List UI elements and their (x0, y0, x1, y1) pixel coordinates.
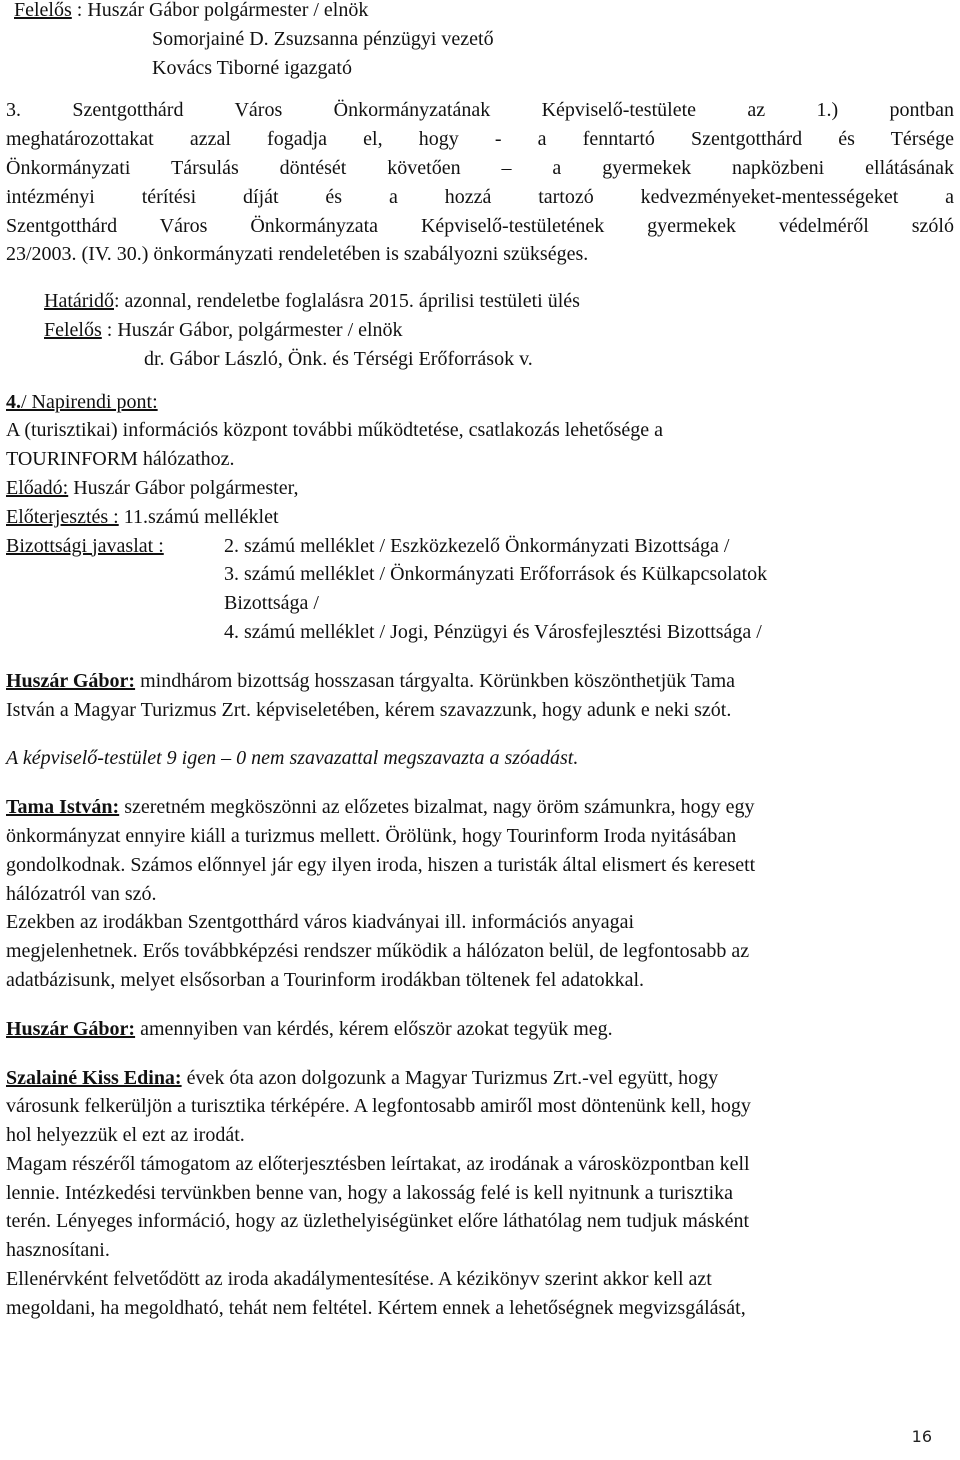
speaker-name: Huszár Gábor: (6, 1017, 136, 1040)
deadline-label: Határidő (44, 290, 114, 313)
committee-item-cont: Bizottsága / (224, 592, 319, 615)
responsible-line-3: Kovács Tiborné igazgató (152, 56, 352, 79)
committee-label: Bizottsági javaslat : (6, 534, 164, 557)
speech-huszar-1: Huszár Gábor: mindhárom bizottság hosszasan tárgyalta. Körünkben köszönthetjük Tama István a Magyar Turizmus Zrt. képviseletében, kérem szavazzunk, hogy adunk e neki szót. (6, 669, 736, 721)
item-3-line: Szentgotthárd Város Önkormányzata Képviselő-testületének gyermekek védelméről szóló (6, 214, 954, 237)
responsible-label-2: Felelős (44, 318, 102, 341)
item-3-line: 23/2003. (IV. 30.) önkormányzati rendeletében is szabályozni szükséges. (6, 243, 589, 266)
item-3-line: meghatározottakat azzal fogadja el, hogy - a fenntartó Szentgotthárd és Térsége (6, 128, 954, 151)
item-3-line: 3. Szentgotthárd Város Önkormányzatának Képviselő-testülete az 1.) pontban (6, 99, 954, 122)
responsible-text-3: dr. Gábor László, Önk. és Térségi Erőforrások v. (144, 347, 533, 370)
agenda-item-4 (6, 388, 954, 647)
presenter-label: Előadó: (6, 476, 69, 499)
committee-item: 3. számú melléklet / Önkormányzati Erőforrások és Külkapcsolatok (224, 563, 768, 586)
speaker-name: Huszár Gábor: (6, 669, 136, 692)
responsible-block: Felelős : Huszár Gábor polgármester / elnök Somorjainé D. Zsuzsanna pénzügyi vezető Kovács Tiborné igazgató (6, 0, 954, 82)
deadline-block (6, 287, 954, 373)
agenda-title-cont: TOURINFORM hálózathoz. (6, 448, 235, 471)
speaker-name: Szalainé Kiss Edina: (6, 1066, 182, 1089)
item-3-line: Önkormányzati Társulás döntését követően – a gyermekek napközbeni ellátásának (6, 156, 954, 179)
item-3-paragraph (6, 96, 954, 269)
responsible-line-1: Huszár Gábor polgármester / elnök (87, 0, 369, 21)
responsible-text-2: : Huszár Gábor, polgármester / elnök (101, 318, 403, 341)
page-number: 16 (911, 1427, 932, 1447)
committee-item: 4. számú melléklet / Jogi, Pénzügyi és Városfejlesztési Bizottsága / (224, 620, 762, 643)
speaker-name: Tama István: (6, 796, 120, 819)
agenda-heading: 4./ Napirendi pont: (6, 390, 158, 413)
document-page (6, 0, 954, 1323)
vote-result: A képviselő-testület 9 igen – 0 nem szavazattal megszavazta a szóadást. (6, 747, 579, 770)
speech-tama: Tama István: szeretném megköszönni az előzetes bizalmat, nagy öröm számunkra, hogy egy önkormányzat ennyire kiáll a turizmus mellett. Örölünk, hogy Tourinform Iroda nyitásában gondolkodnak. Számos előnnyel jár egy ilyen iroda, hiszen a turisták által elismert és keresett hálózatról van szó. Ezekben az irodákban Szentgotthárd város kiadványai ill. információs anyagai megjelenhetnek. Erős továbbképzési rendszer működik a hálózaton belül, de legfontosabb az adatbázisunk, melyet elsősorban a Tourinform irodákban töltenek fel adatokkal. (6, 796, 756, 991)
committee-recommendations (6, 532, 954, 647)
deadline-text: : azonnal, rendeletbe foglalásra 2015. áprilisi testületi ülés (113, 290, 580, 313)
responsible-line-2: Somorjainé D. Zsuzsanna pénzügyi vezető (152, 27, 494, 50)
responsible-label: Felelős (14, 0, 72, 21)
proposal-label: Előterjesztés : (6, 505, 119, 528)
agenda-title: A (turisztikai) információs központ további működtetése, csatlakozás lehetősége a (6, 419, 664, 442)
speech-huszar-2: Huszár Gábor: amennyiben van kérdés, kérem először azokat tegyük meg. (6, 1017, 613, 1040)
proposal: 11.számú melléklet (118, 505, 279, 528)
committee-item: 2. számú melléklet / Eszközkezelő Önkormányzati Bizottsága / (224, 534, 730, 557)
presenter: Huszár Gábor polgármester, (68, 476, 299, 499)
item-3-line: intézményi térítési díját és a hozzá tartozó kedvezményeket-mentességeket a (6, 185, 954, 208)
speech-szalaine: Szalainé Kiss Edina: évek óta azon dolgozunk a Magyar Turizmus Zrt.-vel együtt, hogy városunk felkerüljön a turisztika térképére. A legfontosabb amiről most döntenünk kell, hogy hol helyezzük el ezt az irodát. Magam részéről támogatom az előterjesztésben leírtakat, az irodának a városközpontban kell lennie. Intézkedési tervünkben benne van, hogy a lakosság felé is kell nyitnunk a turisztika terén. Lényeges információ, hogy az üzlethelyiségünket előre láthatólag nem tudjuk másként hasznosítani. Ellenérvként felvetődött az iroda akadálymentesítése. A kézikönyv szerint akkor kell azt megoldani, ha megoldható, tehát nem feltétel. Kértem ennek a lehetőségnek megvizsgálását, (6, 1066, 751, 1319)
